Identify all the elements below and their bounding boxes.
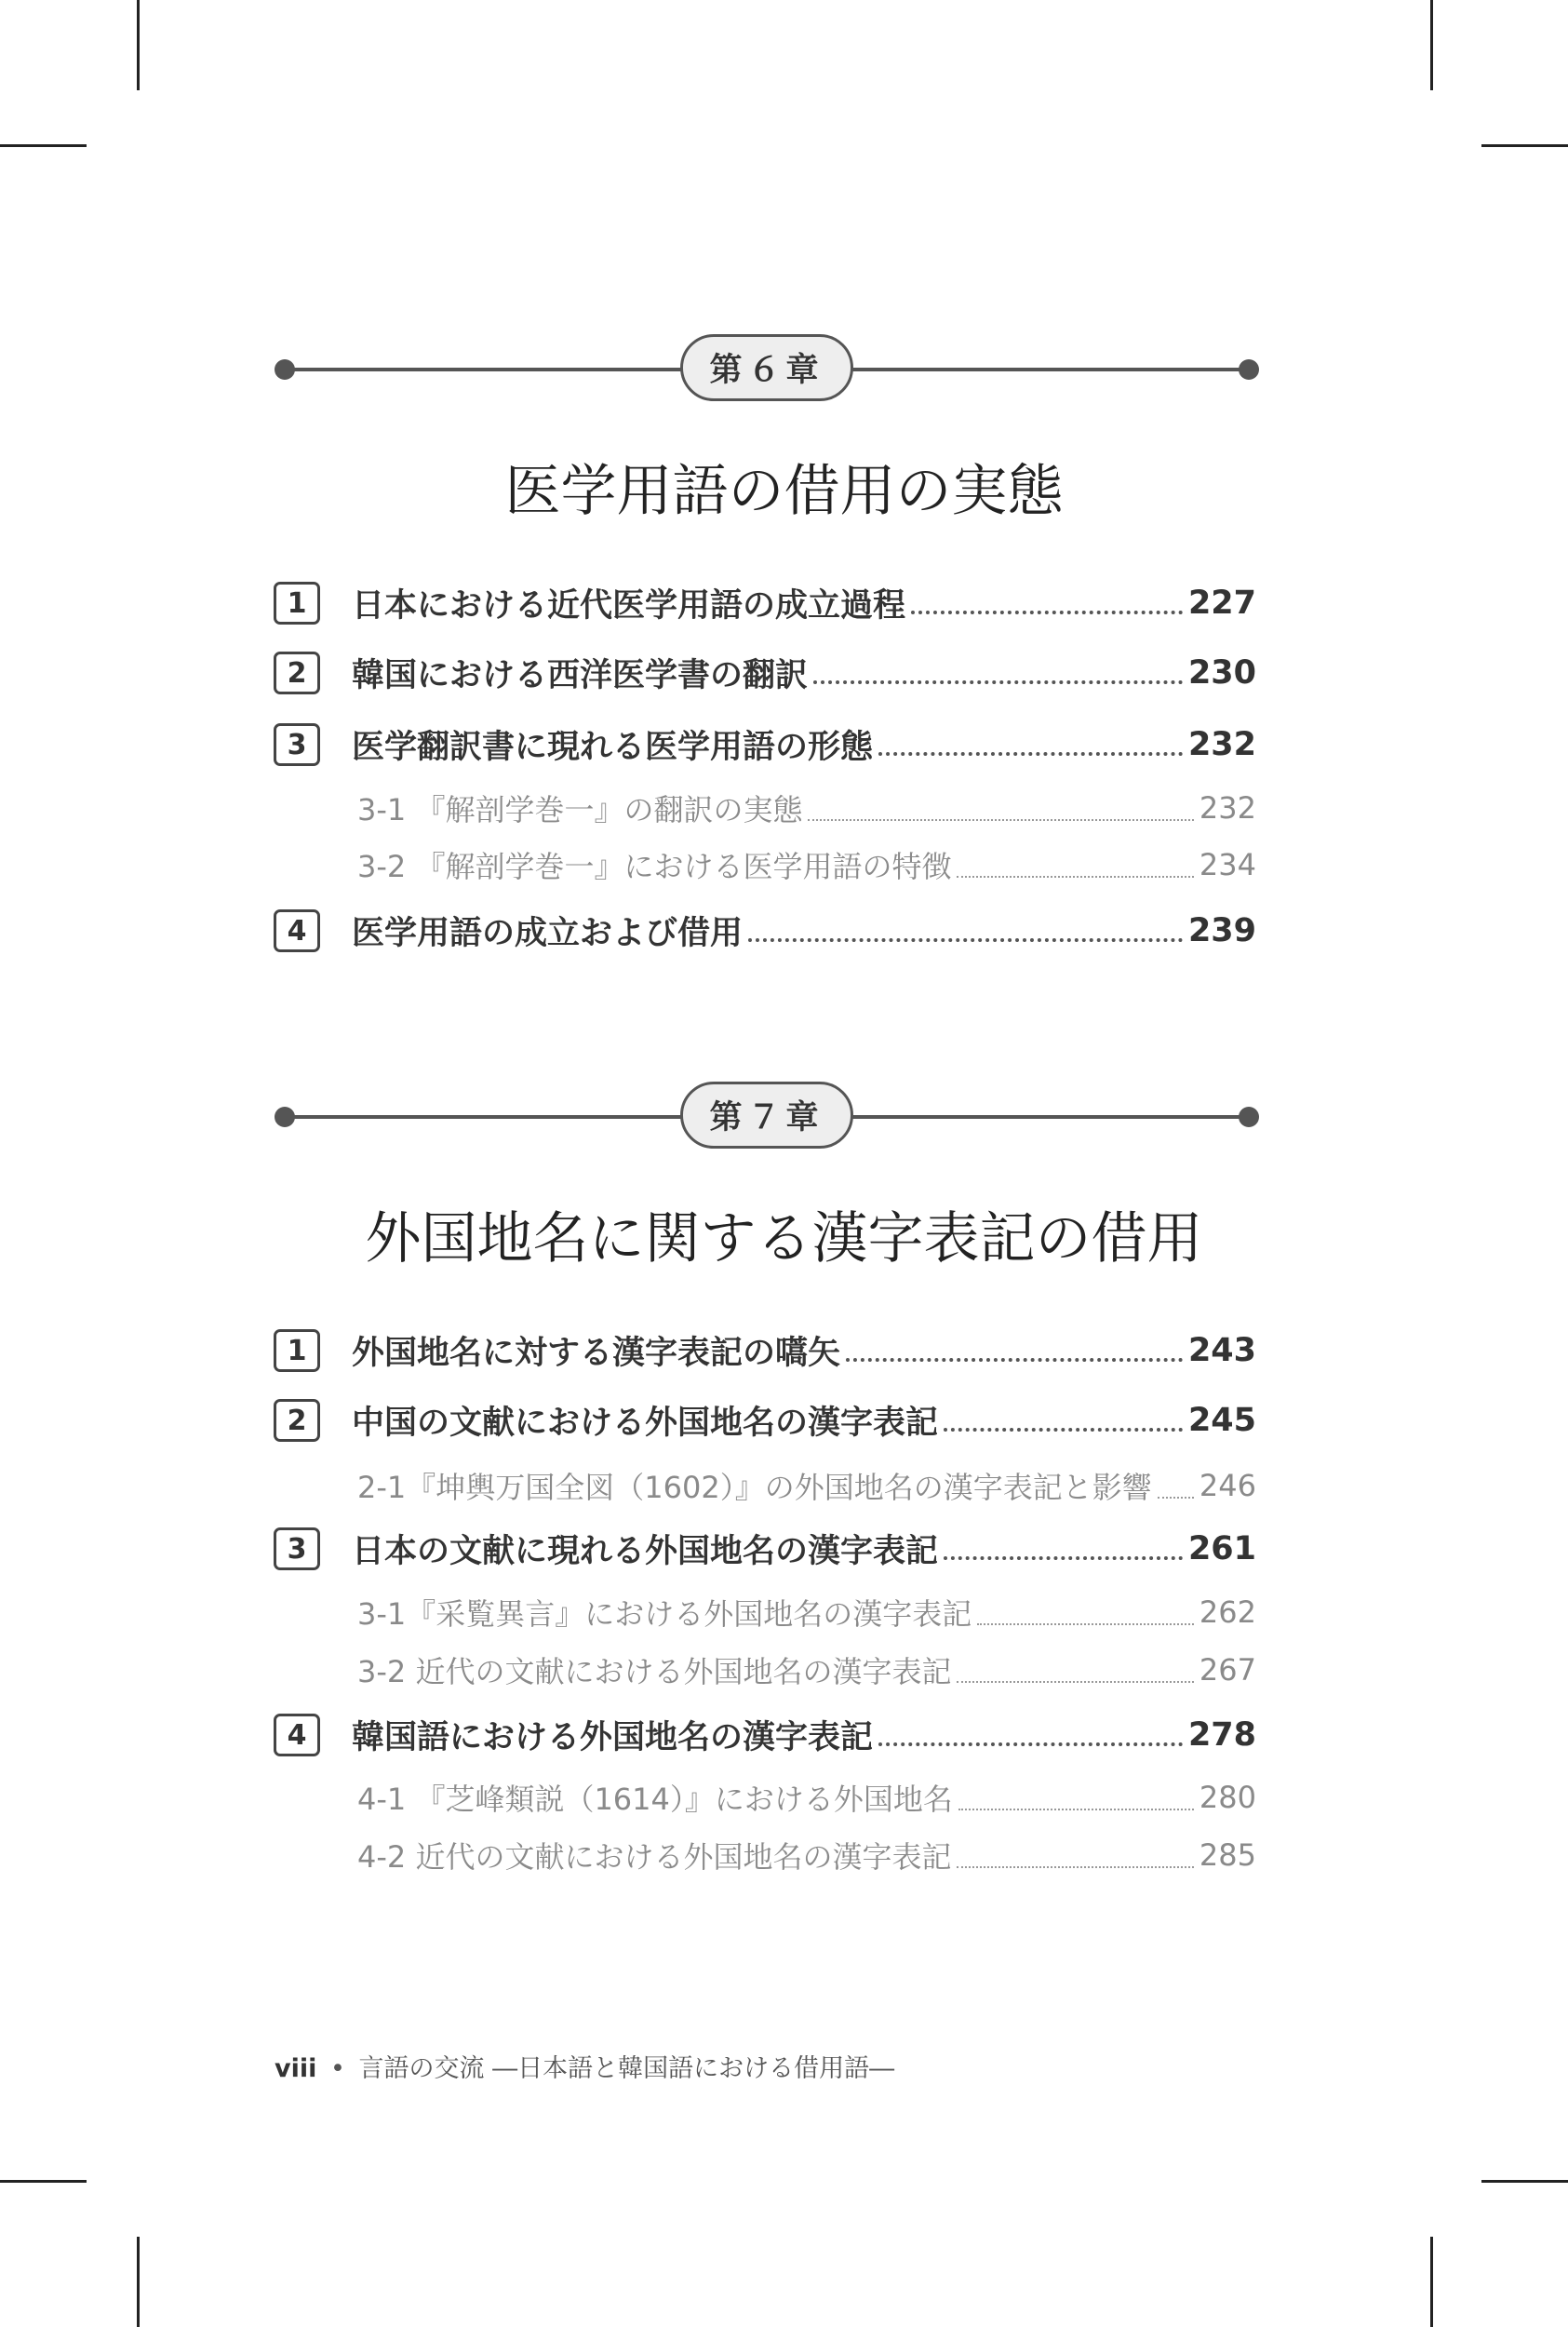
page-number: 234 [1199, 847, 1256, 882]
dot-leader [944, 1428, 1183, 1432]
entry-title: 韓国語における外国地名の漢字表記 [352, 1719, 874, 1756]
entry-title: 医学用語の成立および借用 [352, 915, 744, 952]
dot-leader [808, 819, 1193, 821]
entry-title: 日本における近代医学用語の成立過程 [352, 587, 906, 625]
folio-page-number: viii [275, 2054, 317, 2083]
dot-leader [958, 1809, 1194, 1810]
bullet-icon: • [329, 2054, 345, 2083]
crop-mark-bottom-right-vertical [1430, 2237, 1433, 2327]
dot-leader [878, 1742, 1183, 1746]
page-number: 278 [1187, 1716, 1256, 1754]
entry-title: 医学翻訳書に現れる医学用語の形態 [352, 729, 874, 766]
chapter-label: 第７章 [680, 1082, 853, 1149]
dot-leader [977, 1623, 1194, 1625]
entry-title: 4-1 『芝峰類説（1614）』における外国地名 [357, 1782, 953, 1817]
toc-entry[interactable] [274, 1525, 1256, 1573]
dot-leader [878, 752, 1183, 756]
toc-entry[interactable] [274, 579, 1256, 627]
page-number: 285 [1199, 1837, 1256, 1873]
page-number: 232 [1199, 790, 1256, 826]
page-number: 243 [1187, 1332, 1256, 1369]
section-number-box: 3 [274, 1527, 320, 1570]
crop-mark-top-left-vertical [137, 0, 140, 90]
crop-mark-bottom-left-horizontal [0, 2180, 87, 2183]
page-number: 232 [1187, 726, 1256, 763]
toc-entry[interactable] [274, 720, 1256, 769]
page-number: 261 [1187, 1530, 1256, 1567]
toc-entry[interactable] [274, 649, 1256, 697]
crop-mark-top-right-horizontal [1481, 144, 1568, 147]
entry-title: 外国地名に対する漢字表記の嚆矢 [352, 1335, 841, 1372]
crop-mark-bottom-right-horizontal [1481, 2180, 1568, 2183]
page-number: 246 [1199, 1468, 1256, 1503]
page-number: 230 [1187, 654, 1256, 692]
section-number-box: 4 [274, 909, 320, 952]
toc-entry[interactable] [274, 1326, 1256, 1375]
page-number: 245 [1187, 1402, 1256, 1439]
dot-leader [1158, 1497, 1194, 1499]
rule-end-dot [1239, 359, 1259, 380]
page-number: 267 [1199, 1652, 1256, 1688]
rule-end-dot [275, 1107, 295, 1127]
section-number-box: 4 [274, 1714, 320, 1756]
chapter-6-header [275, 332, 1259, 407]
page-number: 262 [1199, 1594, 1256, 1630]
dot-leader [957, 1866, 1193, 1868]
entry-title: 3-2 『解剖学巻一』における医学用語の特徴 [357, 849, 952, 884]
dot-leader [846, 1358, 1183, 1362]
chapter-7-header [275, 1080, 1259, 1154]
entry-title: 3-1『采覧異言』における外国地名の漢字表記 [357, 1596, 972, 1632]
toc-subentry[interactable] [357, 1588, 1256, 1636]
toc-entry[interactable] [274, 907, 1256, 955]
chapter-label: 第６章 [680, 334, 853, 401]
page-number: 239 [1187, 912, 1256, 949]
entry-title: 中国の文献における外国地名の漢字表記 [352, 1405, 939, 1442]
running-footer [275, 2048, 894, 2084]
chapter-title: 外国地名に関する漢字表記の借用 [365, 1206, 1203, 1271]
page-number: 280 [1199, 1780, 1256, 1815]
crop-mark-top-right-vertical [1430, 0, 1433, 90]
section-number-box: 2 [274, 652, 320, 694]
section-number-box: 1 [274, 1329, 320, 1372]
rule-end-dot [275, 359, 295, 380]
entry-title: 4-2 近代の文献における外国地名の漢字表記 [357, 1839, 952, 1875]
entry-title: 3-1 『解剖学巻一』の翻訳の実態 [357, 792, 803, 827]
toc-subentry[interactable] [357, 784, 1256, 832]
rule-end-dot [1239, 1107, 1259, 1127]
toc-subentry[interactable] [357, 1461, 1256, 1510]
toc-subentry[interactable] [357, 1646, 1256, 1694]
entry-title: 3-2 近代の文献における外国地名の漢字表記 [357, 1654, 952, 1689]
chapter-title: 医学用語の借用の実態 [504, 459, 1064, 524]
section-number-box: 3 [274, 723, 320, 766]
dot-leader [957, 1681, 1193, 1683]
toc-subentry[interactable] [357, 1773, 1256, 1822]
entry-title: 日本の文献に現れる外国地名の漢字表記 [352, 1533, 939, 1570]
dot-leader [957, 876, 1193, 878]
dot-leader [813, 680, 1183, 684]
crop-mark-bottom-left-vertical [137, 2237, 140, 2327]
section-number-box: 1 [274, 582, 320, 625]
dot-leader [944, 1556, 1183, 1560]
toc-entry[interactable] [274, 1396, 1256, 1445]
toc-subentry[interactable] [357, 841, 1256, 889]
page-number: 227 [1187, 585, 1256, 622]
toc-subentry[interactable] [357, 1831, 1256, 1879]
entry-title: 2-1『坤輿万国全図（1602）』の外国地名の漢字表記と影響 [357, 1470, 1152, 1505]
entry-title: 韓国における西洋医学書の翻訳 [352, 657, 809, 694]
toc-entry[interactable] [274, 1711, 1256, 1759]
section-number-box: 2 [274, 1399, 320, 1442]
book-title: 言語の交流 ―日本語と韓国語における借用語― [358, 2054, 895, 2083]
dot-leader [911, 611, 1183, 614]
crop-mark-top-left-horizontal [0, 144, 87, 147]
dot-leader [748, 938, 1183, 942]
